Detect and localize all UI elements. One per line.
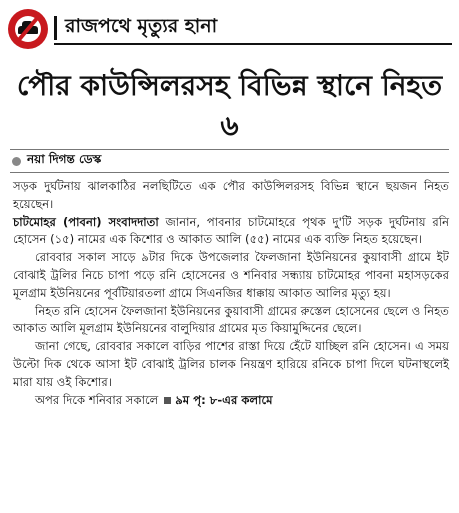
paragraph-4: নিহত রনি হোসেন ফৈলজানা ইউনিয়নের কুয়াবাসী গ্রামের রুস্তেল হোসেনের ছেলে ও নিহত আকাত আলি মূলগ্রাম ইউনিয়নের বালুদিয়ার গ্রামের মৃত কিয়ামুদ্দিনের ছেলে। <box>13 303 449 336</box>
paragraph-2-text: জানান, পাবনার চাটমোহরে পৃথক দু'টি সড়ক দুর্ঘটনায় রনি হোসেন (১৫) নামের এক কিশোর ও আকাত আলি (৫৫) নামের এক ব্যক্তি নিহত হয়েছেন। <box>13 214 449 247</box>
headline: পৌর কাউন্সিলরসহ বিভিন্ন স্থানে নিহত ৬ <box>16 69 443 142</box>
paragraph-6 <box>13 392 449 410</box>
byline <box>12 153 101 169</box>
paragraph-5: জানা গেছে, রোববার সকালে বাড়ির পাশের রাস্তা দিয়ে হেঁটে যাচ্ছিল রনি হোসেন। এ সময় উল্টো দিক থেকে আসা ইট বোঝাই ট্রলির চালক নিয়ন্ত্রণ হারিয়ে রনিকে চাপা দিলে ঘটনাস্থলেই মারা যায় ওই কিশোর। <box>13 339 449 389</box>
paragraph-2 <box>13 214 449 250</box>
article-body <box>13 178 449 409</box>
paragraph-6-text: অপর দিকে শনিবার সকালে <box>35 392 159 407</box>
paragraph-3: রোববার সকাল সাড়ে ৯টার দিকে উপজেলার ফৈলজানা ইউনিয়নের কুয়াবাসী গ্রামে ইট বোঝাই ট্রলির নিচে চাপা পড়ে রনি হোসেনের ও শনিবার সন্ধ্যায় চাটমোহর পাবনা মহাসড়কের মূলগ্রাম ইউনিয়নের পূর্বটিয়ারতলা গ্রামে সিএনজির ধাক্কায় আকাত আলির মৃত্যু হয়। <box>13 250 449 300</box>
no-accident-logo-icon <box>8 9 48 49</box>
byline-text: নয়া দিগন্ত ডেস্ক <box>27 152 102 166</box>
continuation-jump: ৯ম পৃ: ৮-এর কলামে <box>175 392 273 407</box>
reporter-credit: চাটমোহর (পাবনা) সংবাদদাতা <box>13 214 159 229</box>
paragraph-1: সড়ক দুর্ঘটনায় ঝালকাঠির নলছিটিতে এক পৌর কাউন্সিলরসহ বিভিন্ন স্থানে ছয়জন নিহত হয়েছেন। <box>13 179 449 211</box>
bullet-icon <box>12 157 21 166</box>
divider-top <box>10 149 449 150</box>
divider-bottom <box>10 172 449 173</box>
section-title: রাজপথে মৃত্যুর হানা <box>65 15 218 37</box>
section-banner <box>8 8 452 50</box>
banner-marker <box>54 16 57 40</box>
banner-bar <box>54 13 452 45</box>
continuation-marker-icon <box>164 397 171 404</box>
